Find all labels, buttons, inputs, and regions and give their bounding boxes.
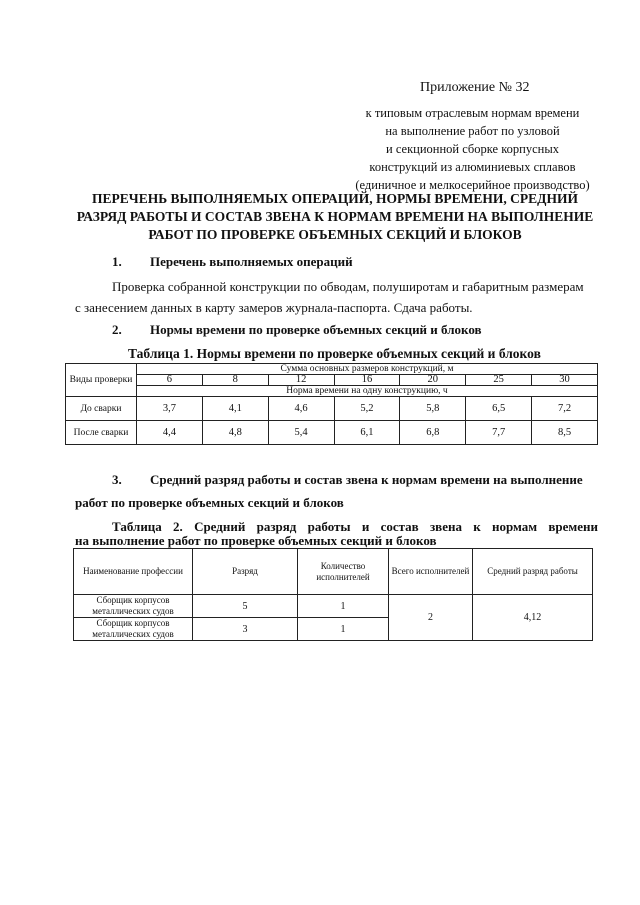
grade-cell: 5 — [193, 595, 298, 618]
cell: 7,7 — [466, 421, 532, 445]
table1-caption: Таблица 1. Нормы времени по проверке объемных секций и блоков — [128, 346, 541, 361]
cell: 4,1 — [202, 397, 268, 421]
column-header: Разряд — [193, 549, 298, 595]
cell: 5,4 — [268, 421, 334, 445]
address-line: (единичное и мелкосерийное производство) — [355, 178, 590, 192]
crew-composition-table — [73, 548, 593, 641]
address-line: на выполнение работ по узловой — [385, 124, 560, 138]
document-title — [70, 190, 600, 244]
count-cell: 1 — [298, 618, 389, 641]
section-1-text-line: Проверка собранной конструкции по обводам, полуширотам и габаритным размерам — [112, 279, 584, 294]
section-number: 1. — [112, 254, 122, 269]
section-title: Средний разряд работы и состав звена к нормам времени на выполнение — [150, 472, 583, 487]
appendix-number: Приложение № 32 — [420, 80, 530, 95]
cell: 4,8 — [202, 421, 268, 445]
group-header: Сумма основных размеров конструкций, м — [137, 364, 598, 375]
cell: 6,5 — [466, 397, 532, 421]
cell: 5,2 — [334, 397, 400, 421]
size-header: 25 — [466, 375, 532, 386]
cell: 8,5 — [532, 421, 598, 445]
table-row — [66, 421, 598, 445]
column-header: Всего исполнителей — [389, 549, 473, 595]
size-header: 30 — [532, 375, 598, 386]
column-header: Количество исполнителей — [298, 549, 389, 595]
section-number: 2. — [112, 322, 122, 337]
section-number: 3. — [112, 472, 122, 487]
size-header: 16 — [334, 375, 400, 386]
section-3-heading — [112, 472, 583, 488]
grade-cell: 3 — [193, 618, 298, 641]
cell: 6,1 — [334, 421, 400, 445]
row-header: Виды проверки — [66, 364, 137, 397]
row-label: До сварки — [66, 397, 137, 421]
column-header: Средний разряд работы — [473, 549, 593, 595]
count-cell: 1 — [298, 595, 389, 618]
size-header: 6 — [137, 375, 203, 386]
size-header: 8 — [202, 375, 268, 386]
title-line: ПЕРЕЧЕНЬ ВЫПОЛНЯЕМЫХ ОПЕРАЦИЙ, НОРМЫ ВРЕМЕНИ, СРЕДНИЙ — [92, 191, 578, 206]
row-label: После сварки — [66, 421, 137, 445]
cell: 6,8 — [400, 421, 466, 445]
cell: 4,6 — [268, 397, 334, 421]
section-2-heading — [112, 322, 482, 338]
table2-caption: Таблица 2. Средний разряд работы и состав звена к нормам времени — [112, 519, 598, 534]
section-1-text-line: с занесением данных в карту замеров журнала-паспорта. Сдача работы. — [75, 300, 473, 315]
cell: 7,2 — [532, 397, 598, 421]
address-line: конструкций из алюминиевых сплавов — [369, 160, 576, 174]
profession-cell: Сборщик корпусов металлических судов — [74, 595, 193, 618]
appendix-reference — [340, 104, 605, 194]
time-norms-table — [65, 363, 598, 445]
unit-header: Норма времени на одну конструкцию, ч — [137, 386, 598, 397]
total-cell: 2 — [389, 595, 473, 641]
size-header: 12 — [268, 375, 334, 386]
title-line: РАЗРЯД РАБОТЫ И СОСТАВ ЗВЕНА К НОРМАМ ВРЕМЕНИ НА ВЫПОЛНЕНИЕ — [76, 209, 594, 224]
section-title: Нормы времени по проверке объемных секций и блоков — [150, 322, 482, 337]
avg-grade-cell: 4,12 — [473, 595, 593, 641]
section-title: Перечень выполняемых операций — [150, 254, 353, 269]
cell: 4,4 — [137, 421, 203, 445]
column-header: Наименование профессии — [74, 549, 193, 595]
section-3-heading-cont: работ по проверке объемных секций и блоков — [75, 495, 344, 510]
section-1-heading — [112, 254, 353, 270]
table-row — [66, 397, 598, 421]
cell: 5,8 — [400, 397, 466, 421]
title-line: РАБОТ ПО ПРОВЕРКЕ ОБЪЕМНЫХ СЕКЦИЙ И БЛОКОВ — [148, 227, 522, 242]
cell: 3,7 — [137, 397, 203, 421]
profession-cell: Сборщик корпусов металлических судов — [74, 618, 193, 641]
size-header: 20 — [400, 375, 466, 386]
table2-caption-cont: на выполнение работ по проверке объемных секций и блоков — [75, 533, 437, 548]
address-line: и секционной сборке корпусных — [386, 142, 559, 156]
address-line: к типовым отраслевым нормам времени — [365, 106, 580, 120]
table-row — [74, 595, 593, 618]
